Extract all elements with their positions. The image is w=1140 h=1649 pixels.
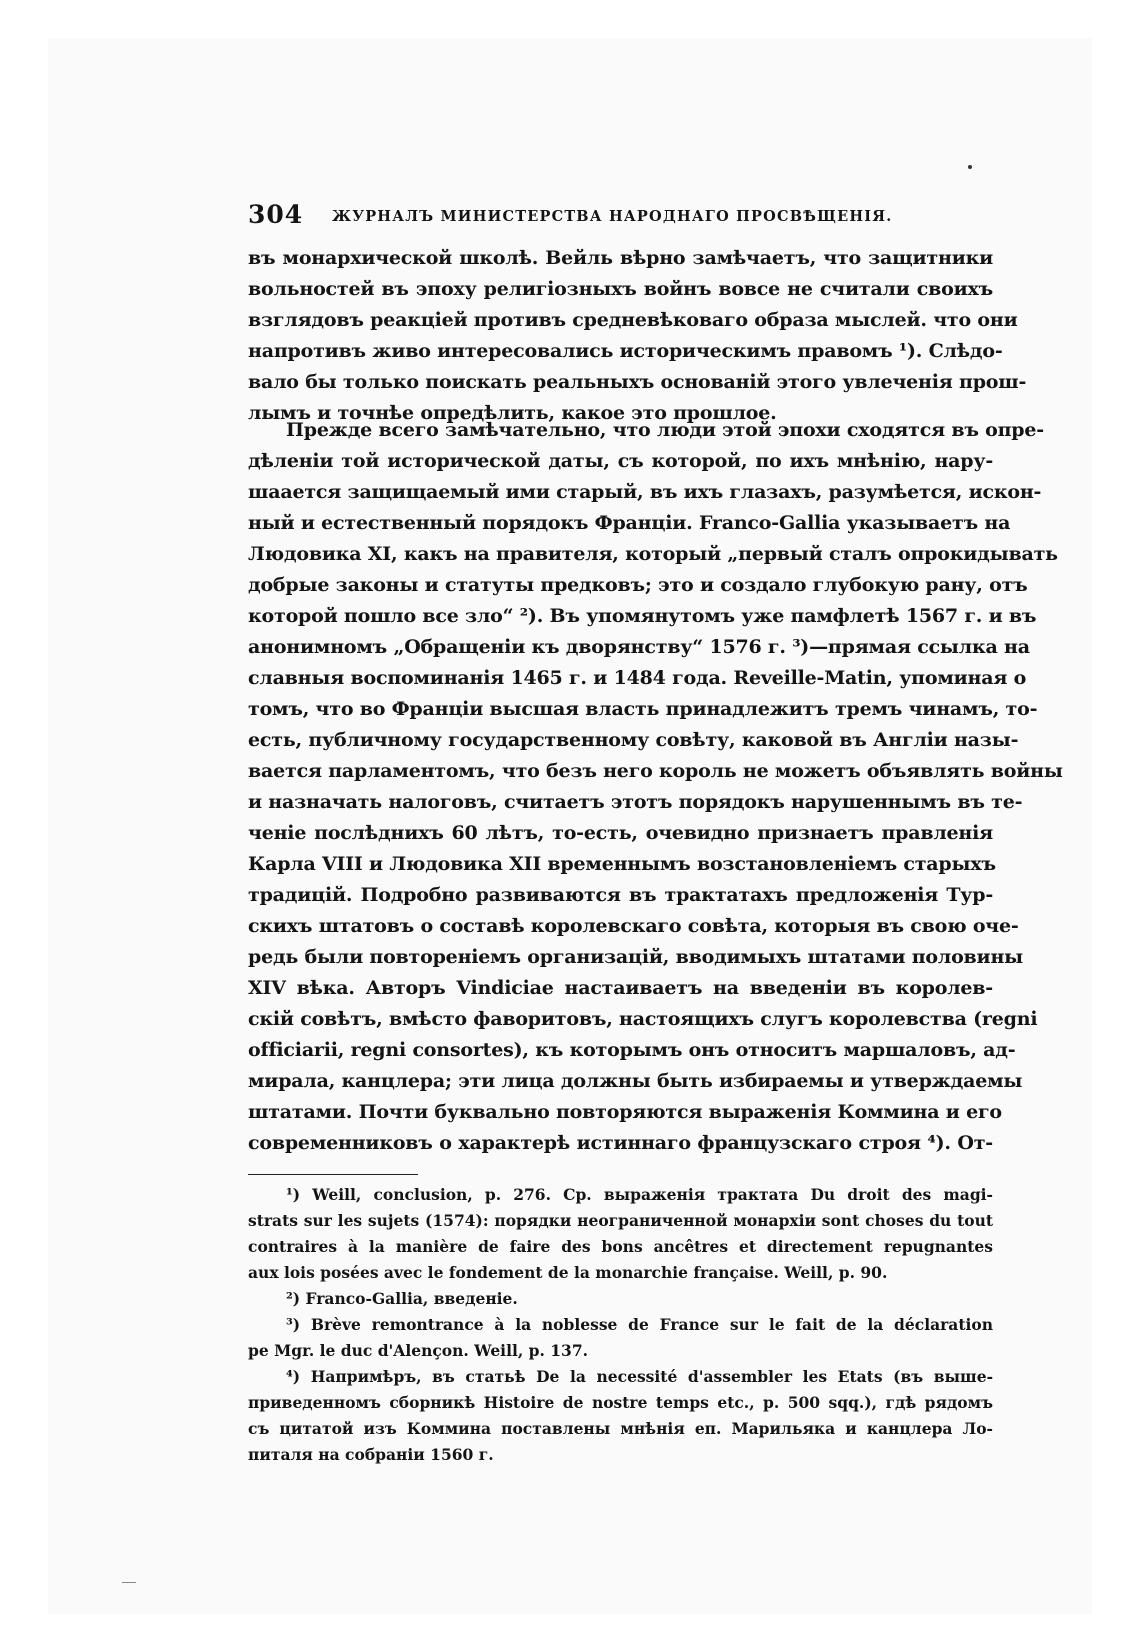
text-line: штатами. Почти буквально повторяются выраженія Коммина и его xyxy=(248,1101,1002,1123)
text-line: редь были повтореніемъ организацій, вводимыхъ штатами половины xyxy=(248,946,1023,968)
scan-mark xyxy=(122,1582,136,1583)
footnote-line: ³) Brève remontrance à la noblesse de France sur le fait de la déclaration xyxy=(286,1315,993,1334)
text-line: добрые законы и статуты предковъ; это и создало глубокую рану, отъ xyxy=(248,574,1028,596)
footnote-line: aux lois posées avec le fondement de la monarchie française. Weill, p. 90. xyxy=(248,1263,888,1282)
text-line: анонимномъ „Обращеніи къ дворянству“ 1576 г. ³)—прямая ссылка на xyxy=(248,636,1030,658)
text-line: мирала, канцлера; эти лица должны быть избираемы и утверждаемы xyxy=(248,1070,1023,1092)
text-line: Карла VIII и Людовика XII временнымъ возстановленіемъ старыхъ xyxy=(248,853,996,875)
scan-speck xyxy=(968,165,972,169)
text-line: шаается защищаемый ими старый, въ ихъ глазахъ, разумѣется, искон- xyxy=(248,481,1042,503)
text-line: современниковъ о характерѣ истиннаго французскаго строя ⁴). От- xyxy=(248,1132,993,1154)
text-line: скихъ штатовъ о составѣ королевскаго совѣта, которыя въ свою оче- xyxy=(248,915,1019,937)
footnote-line: приведенномъ сборникѣ Histoire de nostre temps etc., p. 500 sqq.), гдѣ рядомъ xyxy=(248,1393,993,1412)
footnote-line: strats sur les sujets (1574): порядки неограниченной монархіи sont choses du tout xyxy=(248,1211,993,1230)
text-line: вало бы только поискать реальныхъ основаній этого увлеченія прош- xyxy=(248,371,1027,393)
paragraph-2 xyxy=(248,415,1063,1159)
footnote-rule xyxy=(248,1174,418,1175)
text-line: дѣленіи той исторической даты, съ которой, по ихъ мнѣнію, нару- xyxy=(248,450,993,472)
footnotes xyxy=(248,1182,993,1468)
footnote-line: ⁴) Напримѣръ, въ статьѣ De la necessité d'assembler les Etats (въ выше- xyxy=(286,1367,993,1386)
footnote-line: ²) Franco-Gallia, введеніе. xyxy=(286,1289,518,1308)
text-line: officiarii, regni consortes), къ которымъ онъ относитъ маршаловъ, ад- xyxy=(248,1039,1016,1061)
text-line: Людовика XI, какъ на правителя, который „первый сталъ опрокидывать xyxy=(248,543,1058,565)
paragraph-1 xyxy=(248,243,1027,429)
text-line: традицій. Подробно развиваются въ трактатахъ предложенія Тур- xyxy=(248,884,993,906)
text-line: и назначать налоговъ, считаетъ этотъ порядокъ нарушеннымъ въ те- xyxy=(248,791,1023,813)
text-line: напротивъ живо интересовались историческимъ правомъ ¹). Слѣдо- xyxy=(248,340,1003,362)
footnote-line: ¹) Weill, conclusion, p. 276. Ср. выраженія трактата Du droit des magi- xyxy=(286,1185,993,1204)
text-line: скій совѣтъ, вмѣсто фаворитовъ, настоящихъ слугъ королевства (regni xyxy=(248,1008,1038,1030)
text-line: томъ, что во Франціи высшая власть принадлежитъ тремъ чинамъ, то- xyxy=(248,698,1038,720)
text-line: есть, публичному государственному совѣту, каковой въ Англіи назы- xyxy=(248,729,1019,751)
running-head: ЖУРНАЛЪ МИНИСТЕРСТВА НАРОДНАГО ПРОСВѢЩЕНІЯ. xyxy=(332,208,893,225)
page-number: 304 xyxy=(248,200,304,229)
text-line: которой пошло все зло“ ²). Въ упомянутомъ уже памфлетѣ 1567 г. и въ xyxy=(248,605,1037,627)
text-line: взглядовъ реакціей противъ средневѣковаго образа мыслей. что они xyxy=(248,309,1018,331)
text-line: въ монархической школѣ. Вейль вѣрно замѣчаетъ, что защитники xyxy=(248,247,993,269)
text-line: ченіе послѣднихъ 60 лѣтъ, то-есть, очевидно признаетъ правленія xyxy=(248,822,993,844)
text-line: ный и естественный порядокъ Франціи. Franco-Gallia указываетъ на xyxy=(248,512,1011,534)
text-line: вается парламентомъ, что безъ него король не можетъ объявлять войны xyxy=(248,760,1063,782)
text-line: вольностей въ эпоху религіозныхъ войнъ вовсе не считали своихъ xyxy=(248,278,993,300)
text-line: славныя воспоминанія 1465 г. и 1484 года. Reveille-Matin, упоминая о xyxy=(248,667,1027,689)
footnote-line: съ цитатой изъ Коммина поставлены мнѣнія еп. Марильяка и канцлера Ло- xyxy=(248,1419,993,1438)
text-line: Прежде всего замѣчательно, что люди этой эпохи сходятся въ опре- xyxy=(286,419,1044,441)
footnote-line: contraires à la manière de faire des bons ancêtres et directement repugnantes xyxy=(248,1237,993,1256)
text-line: XIV вѣка. Авторъ Vindiciae настаиваетъ на введеніи въ королев- xyxy=(248,977,993,999)
text-line: лымъ и точнѣе опредѣлить, какое это прошлое. xyxy=(248,402,777,424)
footnote-line: питаля на собраніи 1560 г. xyxy=(248,1445,494,1464)
page-header xyxy=(248,200,993,234)
footnote-line: pe Mgr. le duc d'Alençon. Weill, p. 137. xyxy=(248,1341,589,1360)
